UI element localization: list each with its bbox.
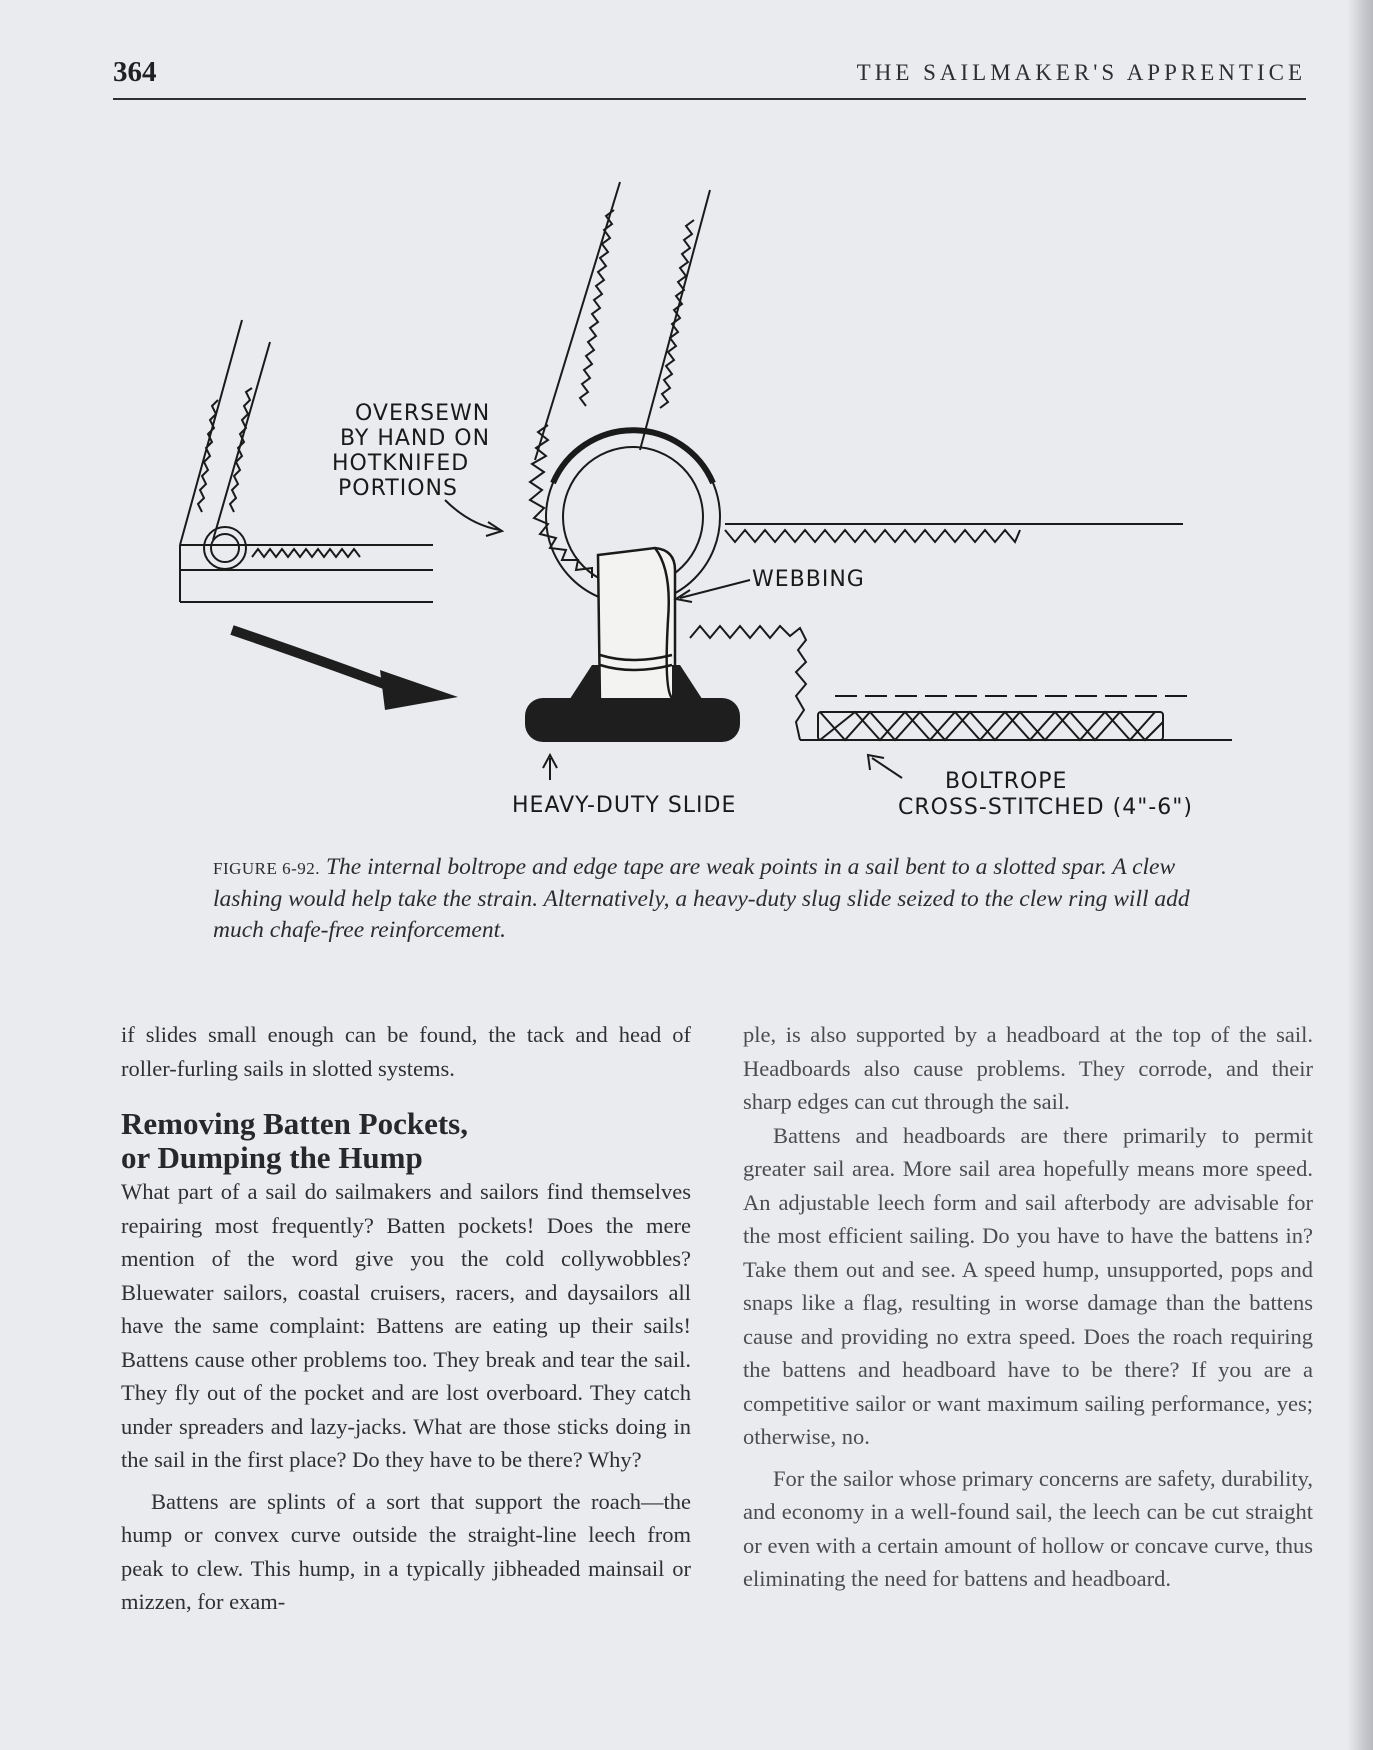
motion-arrow: [232, 630, 458, 710]
label-oversewn-1: OVERSEWN: [355, 401, 491, 426]
section-heading: [121, 1107, 691, 1175]
header-rule: [113, 98, 1306, 100]
left-paragraph-1: if slides small enough can be found, the tack and head of roller-furling sails in slotted systems.: [121, 1022, 691, 1081]
heading-line-2: or Dumping the Hump: [121, 1140, 423, 1175]
left-column: [121, 1018, 691, 1619]
webbing-strap: [598, 548, 675, 709]
figure-illustration: [0, 150, 1240, 840]
label-oversewn-4: PORTIONS: [338, 476, 458, 501]
heading-line-1: Removing Batten Pockets,: [121, 1106, 468, 1141]
label-oversewn-2: BY HAND ON: [340, 426, 491, 451]
right-paragraph-2: Battens and headboards are there primarily to permit greater sail area. More sail area hopefully means more speed. An adjustable leech form and sail afterbody are advisable for the most efficient sailing. Do you have to have the battens in? Take them out and see. A speed hump, unsupported, pops and snaps like a flag, resulting in worse damage than the battens cause and providing no extra speed. Does the roach requiring the battens and headboard have to be there? If you are a competitive sailor or want maximum sailing performance, yes; otherwise, no.: [743, 1122, 1313, 1449]
caption-text: The internal boltrope and edge tape are weak points in a sail bent to a slotted spar. A clew lashing would help take the strain. Alternatively, a heavy-duty slug slide seized to the clew ring will add much chafe-free reinforcement.: [213, 854, 1190, 943]
right-paragraph-3: For the sailor whose primary concerns are safety, durability, and economy in a well-found sail, the leech can be cut straight or even with a certain amount of hollow or concave curve, thus eliminating the need for battens and headboard.: [743, 1465, 1313, 1591]
left-paragraph-3: Battens are splints of a sort that support the roach—the hump or convex curve outside the straight-line leech from peak to clew. This hump, in a typically jibheaded mainsail or mizzen, for exam-: [121, 1488, 691, 1614]
right-column: [743, 1018, 1313, 1596]
left-paragraph-2: What part of a sail do sailmakers and sailors find themselves repairing most frequently? Batten pockets! Does the mere mention of the word give you the cold collywobbles? Bluewater sailors, coastal cruisers, racers, and daysailors all have the same complaint: Battens are eating up their sails! Battens cause other problems too. They break and tear the sail. They fly out of the pocket and are lost overboard. They catch under spreaders and lazy-jacks. What are those sticks doing in the sail in the first place? Do they have to be there? Why?: [121, 1179, 691, 1472]
caption-label: FIGURE 6-92.: [213, 859, 321, 878]
main-sail-edges: [530, 182, 710, 578]
label-boltrope-1: BOLTROPE: [945, 769, 1068, 794]
running-title: THE SAILMAKER'S APPRENTICE: [856, 60, 1306, 85]
label-slide: HEAVY-DUTY SLIDE: [512, 793, 737, 818]
right-paragraph-1: ple, is also supported by a headboard at the top of the sail. Headboards also cause problems. They corrode, and their sharp edges can cut through the sail.: [743, 1022, 1313, 1114]
label-boltrope-2: CROSS-STITCHED (4"-6"): [898, 795, 1193, 820]
label-webbing: WEBBING: [752, 567, 865, 592]
foot-lines: [690, 524, 1232, 740]
page-number: 364: [113, 56, 157, 88]
figure-caption: [213, 852, 1213, 946]
label-oversewn-3: HOTKNIFED: [332, 451, 470, 476]
page-edge-shadow: [1347, 0, 1373, 1750]
